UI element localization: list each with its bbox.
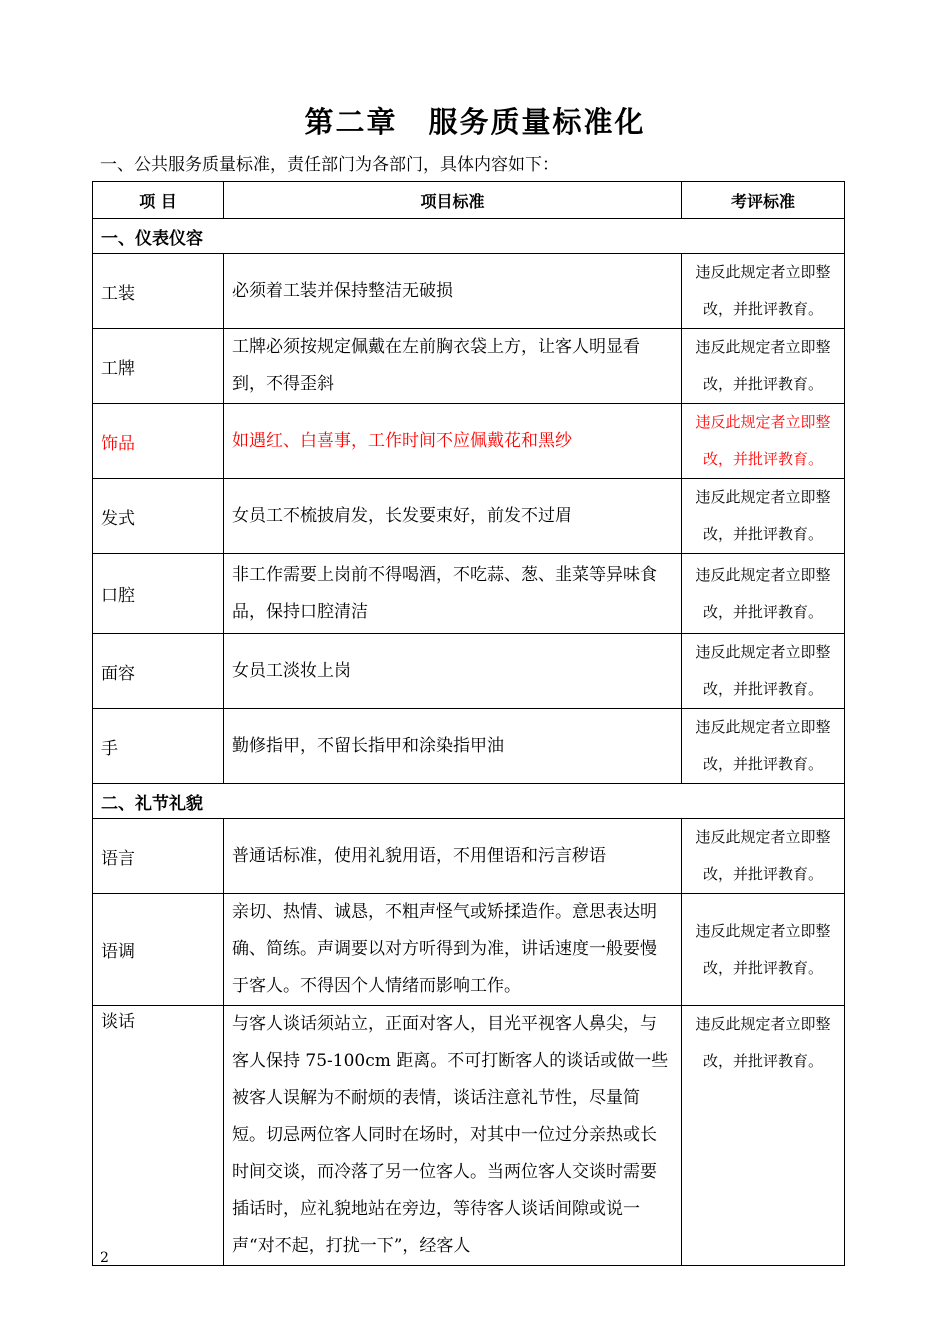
section-label: 二、礼节礼貌 xyxy=(93,784,845,819)
page-number: 2 xyxy=(100,1250,109,1266)
intro-text: 一、公共服务质量标准，责任部门为各部门，具体内容如下： xyxy=(100,155,559,175)
section-row xyxy=(93,784,845,819)
row-eval: 违反此规定者立即整改，并批评教育。 xyxy=(682,329,845,404)
standards-table xyxy=(92,181,845,1266)
table-row xyxy=(93,329,845,404)
section-label: 一、仪表仪容 xyxy=(93,219,845,254)
row-eval: 违反此规定者立即整改，并批评教育。 xyxy=(682,819,845,894)
row-item: 口腔 xyxy=(93,554,224,634)
row-item: 工装 xyxy=(93,254,224,329)
table-header-row xyxy=(93,182,845,219)
table-row xyxy=(93,479,845,554)
table-row xyxy=(93,554,845,634)
table-row xyxy=(93,254,845,329)
row-standard: 亲切、热情、诚恳，不粗声怪气或矫揉造作。意思表达明确、简练。声调要以对方听得到为准，讲话速度一般要慢于客人。不得因个人情绪而影响工作。 xyxy=(224,894,682,1006)
row-eval: 违反此规定者立即整改，并批评教育。 xyxy=(682,404,845,479)
row-eval: 违反此规定者立即整改，并批评教育。 xyxy=(682,894,845,1006)
row-standard: 女员工淡妆上岗 xyxy=(224,634,682,709)
row-eval: 违反此规定者立即整改，并批评教育。 xyxy=(682,709,845,784)
row-standard: 与客人谈话须站立，正面对客人，目光平视客人鼻尖，与客人保持 75-100cm 距离。不可打断客人的谈话或做一些被客人误解为不耐烦的表情，谈话注意礼节性，尽量简短。切忌两位客人同时在场时，对其中一位过分亲热或长时间交谈，而冷落了另一位客人。当两位客人交谈时需要插话时，应礼貌地站在旁边，等待客人谈话间隙或说一声“对不起，打扰一下”，经客人 xyxy=(224,1006,682,1266)
row-eval: 违反此规定者立即整改，并批评教育。 xyxy=(682,554,845,634)
row-standard: 普通话标准，使用礼貌用语，不用俚语和污言秽语 xyxy=(224,819,682,894)
header-eval: 考评标准 xyxy=(682,182,845,219)
row-item: 发式 xyxy=(93,479,224,554)
row-standard: 女员工不梳披肩发，长发要束好，前发不过眉 xyxy=(224,479,682,554)
row-standard: 必须着工装并保持整洁无破损 xyxy=(224,254,682,329)
table-row-highlighted xyxy=(93,404,845,479)
row-standard: 工牌必须按规定佩戴在左前胸衣袋上方，让客人明显看到，不得歪斜 xyxy=(224,329,682,404)
row-eval: 违反此规定者立即整改，并批评教育。 xyxy=(682,1006,845,1266)
row-standard: 非工作需要上岗前不得喝酒，不吃蒜、葱、韭菜等异味食品，保持口腔清洁 xyxy=(224,554,682,634)
table-row xyxy=(93,1006,845,1266)
row-item: 谈话 xyxy=(93,1006,224,1266)
row-item: 工牌 xyxy=(93,329,224,404)
section-row xyxy=(93,219,845,254)
table-row xyxy=(93,634,845,709)
row-item: 饰品 xyxy=(93,404,224,479)
table-row xyxy=(93,709,845,784)
row-standard: 勤修指甲，不留长指甲和涂染指甲油 xyxy=(224,709,682,784)
header-standard: 项目标准 xyxy=(224,182,682,219)
row-item: 语调 xyxy=(93,894,224,1006)
table-row xyxy=(93,819,845,894)
row-eval: 违反此规定者立即整改，并批评教育。 xyxy=(682,254,845,329)
row-standard: 如遇红、白喜事，工作时间不应佩戴花和黑纱 xyxy=(224,404,682,479)
table-row xyxy=(93,894,845,1006)
row-item: 语言 xyxy=(93,819,224,894)
row-eval: 违反此规定者立即整改，并批评教育。 xyxy=(682,634,845,709)
row-eval: 违反此规定者立即整改，并批评教育。 xyxy=(682,479,845,554)
page-title: 第二章 服务质量标准化 xyxy=(304,105,646,139)
row-item: 面容 xyxy=(93,634,224,709)
header-item: 项 目 xyxy=(93,182,224,219)
row-item: 手 xyxy=(93,709,224,784)
